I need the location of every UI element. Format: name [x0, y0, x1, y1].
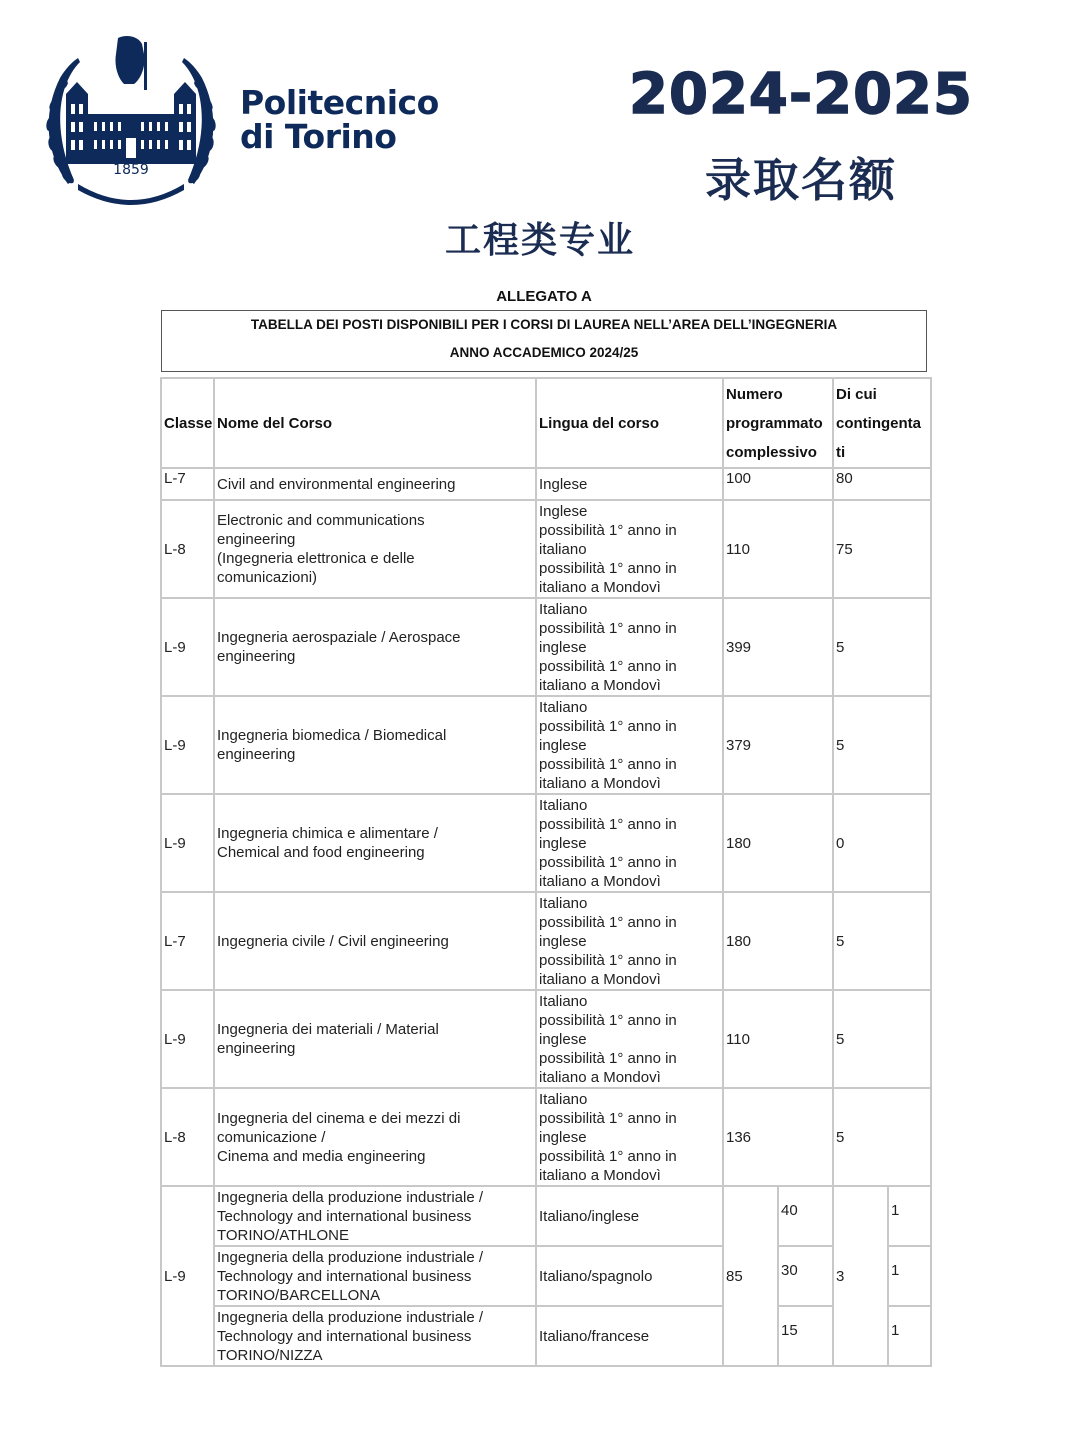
category-title: 工程类专业	[444, 220, 635, 261]
cell-numero: 180	[723, 892, 833, 990]
cell-nome: Electronic and communications engineering (Ingegneria elettronica e delle comunicazioni)	[214, 500, 536, 598]
table-row	[161, 1088, 931, 1186]
cell-nome: Civil and environmental engineering	[214, 468, 536, 500]
table-title-box	[161, 310, 927, 372]
cell-contingenti: 75	[833, 500, 931, 598]
cell-classe: L-8	[161, 1088, 214, 1186]
page-header	[0, 0, 1080, 270]
cell-contingenti: 5	[833, 1088, 931, 1186]
table-row	[161, 500, 931, 598]
table-row	[161, 696, 931, 794]
table-row-group	[161, 1186, 931, 1246]
header-classe: Classe	[161, 378, 214, 468]
cell-nome: Ingegneria del cinema e dei mezzi di comunicazione / Cinema and media engineering	[214, 1088, 536, 1186]
cell-numero: 100	[723, 468, 833, 500]
header-nome: Nome del Corso	[214, 378, 536, 468]
table-row	[161, 598, 931, 696]
cell-lingua: Italiano/inglese	[536, 1186, 723, 1246]
cell-numero-sub: 30	[778, 1246, 833, 1306]
cell-nome: Ingegneria biomedica / Biomedical engineering	[214, 696, 536, 794]
cell-numero: 110	[723, 500, 833, 598]
seal-year: 1859	[113, 162, 149, 178]
header-contingenti: Di cui contingenta ti	[833, 378, 931, 468]
cell-numero-sub: 40	[778, 1186, 833, 1246]
cell-numero-total: 85	[723, 1186, 778, 1366]
cell-classe: L-9	[161, 1186, 214, 1366]
cell-contingenti-sub: 1	[888, 1306, 931, 1366]
cell-contingenti: 80	[833, 468, 931, 500]
cell-lingua: Italiano possibilità 1° anno in inglese possibilità 1° anno in italiano a Mondovì	[536, 1088, 723, 1186]
cell-contingenti-sub: 1	[888, 1186, 931, 1246]
posti-table	[160, 377, 932, 1367]
cell-nome: Ingegneria della produzione industriale / Technology and international business TORINO/BARCELLONA	[214, 1246, 536, 1306]
cell-lingua: Italiano possibilità 1° anno in inglese possibilità 1° anno in italiano a Mondovì	[536, 794, 723, 892]
cell-numero: 180	[723, 794, 833, 892]
cell-classe: L-7	[161, 468, 214, 500]
cell-classe: L-9	[161, 794, 214, 892]
cell-contingenti-total: 3	[833, 1186, 888, 1366]
cell-contingenti-sub: 1	[888, 1246, 931, 1306]
cell-classe: L-8	[161, 500, 214, 598]
cell-numero-sub: 15	[778, 1306, 833, 1366]
table-body	[161, 468, 931, 1366]
allegato-heading: ALLEGATO A	[496, 288, 592, 305]
cell-nome: Ingegneria aerospaziale / Aerospace engineering	[214, 598, 536, 696]
cell-classe: L-9	[161, 990, 214, 1088]
year-range-title: 2024-2025	[629, 62, 973, 127]
brand-line-1: Politecnico	[240, 83, 439, 122]
cell-lingua: Italiano possibilità 1° anno in inglese possibilità 1° anno in italiano a Mondovì	[536, 696, 723, 794]
cell-contingenti: 5	[833, 990, 931, 1088]
quota-title: 录取名额	[705, 153, 897, 207]
header-lingua: Lingua del corso	[536, 378, 723, 468]
cell-classe: L-7	[161, 892, 214, 990]
table-title-line-2: ANNO ACCADEMICO 2024/25	[449, 345, 639, 360]
cell-contingenti: 5	[833, 598, 931, 696]
cell-contingenti: 0	[833, 794, 931, 892]
table-title-line-1: TABELLA DEI POSTI DISPONIBILI PER I CORSI DI LAUREA NELL’AREA DELL’INGEGNERIA	[250, 317, 838, 332]
table-row-group	[161, 1306, 931, 1366]
cell-lingua: Inglese possibilità 1° anno in italiano possibilità 1° anno in italiano a Mondovì	[536, 500, 723, 598]
cell-contingenti: 5	[833, 696, 931, 794]
table-row	[161, 892, 931, 990]
cell-numero: 399	[723, 598, 833, 696]
table-row	[161, 794, 931, 892]
cell-numero: 136	[723, 1088, 833, 1186]
cell-nome: Ingegneria chimica e alimentare / Chemical and food engineering	[214, 794, 536, 892]
cell-lingua: Italiano/spagnolo	[536, 1246, 723, 1306]
cell-nome: Ingegneria civile / Civil engineering	[214, 892, 536, 990]
cell-lingua: Inglese	[536, 468, 723, 500]
brand-line-2: di Torino	[240, 117, 397, 156]
table-row	[161, 468, 931, 500]
brand-name	[240, 83, 439, 156]
header-numero: Numero programmato complessivo	[723, 378, 833, 468]
table-header-row	[161, 378, 931, 468]
table-row	[161, 990, 931, 1088]
cell-lingua: Italiano possibilità 1° anno in inglese possibilità 1° anno in italiano a Mondovì	[536, 598, 723, 696]
cell-classe: L-9	[161, 696, 214, 794]
cell-lingua: Italiano possibilità 1° anno in inglese possibilità 1° anno in italiano a Mondovì	[536, 990, 723, 1088]
cell-lingua: Italiano/francese	[536, 1306, 723, 1366]
cell-classe: L-9	[161, 598, 214, 696]
cell-nome: Ingegneria dei materiali / Material engineering	[214, 990, 536, 1088]
cell-nome: Ingegneria della produzione industriale / Technology and international business TORINO/NIZZA	[214, 1306, 536, 1366]
cell-lingua: Italiano possibilità 1° anno in inglese possibilità 1° anno in italiano a Mondovì	[536, 892, 723, 990]
cell-numero: 379	[723, 696, 833, 794]
cell-nome: Ingegneria della produzione industriale / Technology and international business TORINO/ATHLONE	[214, 1186, 536, 1246]
cell-numero: 110	[723, 990, 833, 1088]
cell-contingenti: 5	[833, 892, 931, 990]
table-row-group	[161, 1246, 931, 1306]
politecnico-seal-logo	[38, 34, 224, 212]
